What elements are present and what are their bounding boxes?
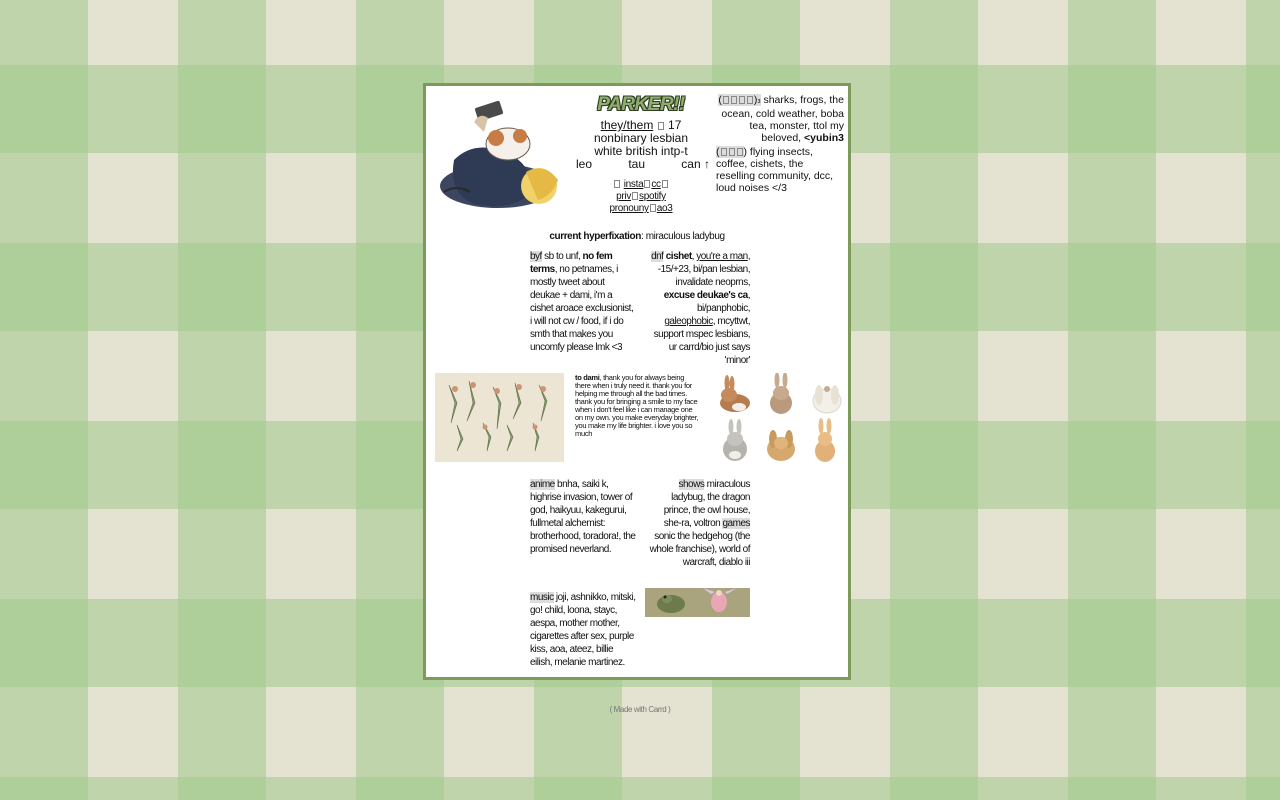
dnf-text-1: , [691, 251, 697, 262]
dnf-text-2: , -15/+23, bi/pan lesbian, invalidate neoprns, [657, 251, 750, 288]
identity-line: nonbinary lesbian [593, 131, 689, 145]
dami-note-bold: to dami [575, 373, 600, 382]
dami-note [575, 374, 701, 438]
byf-text-1: sb to unf, [541, 251, 583, 262]
anime-tag: anime [530, 479, 555, 490]
type-line: white british intp-t [594, 144, 688, 158]
anime-text: bnha, saiki k, highrise invasion, tower of god, haikyuu, kakegurui, fullmetal alchemist: brotherhood, toradora!, the promised neverland. [530, 479, 636, 555]
dnf-underline-1: you're a man [696, 251, 748, 262]
frog-fairy-painting [645, 588, 750, 617]
byf-block [530, 250, 636, 354]
dislikes-text: ) flying insects, coffee, cishets, the reselling community, dcc, loud noises </3 [716, 146, 834, 194]
pronouns-link[interactable]: they/them [600, 118, 654, 132]
hyperfixation-line [426, 231, 848, 242]
byf-tag: byf [530, 251, 542, 262]
bunny-3 [813, 385, 841, 413]
link-icon [662, 180, 668, 188]
dnf-text-3: , bi/panphobic, [697, 290, 750, 314]
flag-icon [658, 122, 664, 130]
bunny-6 [815, 418, 835, 462]
music-block [530, 591, 636, 669]
insta-link[interactable]: insta [623, 179, 644, 190]
bunny-plushies-grid [715, 373, 847, 465]
moon-sign: tau [628, 157, 645, 171]
made-with-carrd-footer[interactable]: ( Made with Carrd ) [609, 705, 671, 714]
shows-text: miraculous ladybug, the dragon prince, the owl house, she-ra, voltron [663, 479, 750, 529]
signs-line [572, 158, 710, 171]
dnf-bold-2: excuse deukae's ca [663, 290, 748, 301]
likes-block [716, 94, 844, 144]
spotify-icon [632, 192, 638, 200]
music-tag: music [530, 592, 554, 603]
shows-games-block [648, 478, 750, 569]
games-tag: games [722, 518, 750, 529]
cc-icon [644, 180, 650, 188]
pronouny-link[interactable]: pronouny [609, 203, 649, 214]
rising-sign: can ↑ [681, 157, 710, 171]
games-text: sonic the hedgehog (the whole franchise), world of warcraft, diablo iii [649, 531, 750, 568]
hyperfixation-value: : miraculous ladybug [640, 231, 725, 242]
botanical-plate-image [435, 373, 564, 462]
profile-name: PARKER!! [597, 94, 685, 115]
cc-link[interactable]: cc [651, 179, 661, 190]
shows-tag: shows [678, 479, 705, 490]
byf-bold: no fem terms [530, 251, 613, 275]
dnf-text-4: , mcyttwt, support mspec lesbians, ur carrd/bio just says 'minor' [653, 316, 750, 366]
kaomoji-happy: ( )з [718, 94, 761, 106]
dami-note-text: , thank you for always being there when i truly need it. thank you for helping me through all the bad times. thank you for bringing a smile to my face when i don't feel like i can manage one on my own. you make everyday brighter, you make my life brighter. i love you so much [575, 373, 699, 438]
dnf-block [648, 250, 750, 367]
bunny-4 [723, 419, 747, 461]
instagram-icon [614, 180, 620, 188]
ao3-link[interactable]: ao3 [656, 203, 673, 214]
ao3-icon [650, 204, 656, 212]
byf-text-2: , no petnames, i mostly tweet about deukae + dami, i'm a cishet aroace exclusionist, i will not cw / food, if i do smth that makes you uncomfy please lmk <3 [530, 264, 634, 353]
spotify-link[interactable]: spotify [639, 191, 666, 202]
bunny-1 [720, 375, 750, 412]
music-text: joji, ashnikko, mitski, go! child, loona, stayc, aespa, mother mother, cigarettes after sex, purple kiss, aoa, ateez, billie eilish, melanie martinez. [530, 592, 636, 668]
anime-block [530, 478, 636, 556]
dnf-underline-2: galeophobic [664, 316, 713, 327]
kaomoji-sad: ( [716, 146, 744, 158]
hyperfixation-label: current hyperfixation [549, 231, 641, 242]
links-block [572, 179, 710, 215]
dislikes-block [716, 146, 844, 194]
bunny-5 [767, 430, 795, 461]
dnf-tag: dnf [651, 251, 664, 262]
bunny-2 [770, 373, 792, 414]
profile-card [423, 83, 851, 680]
age: 17 [668, 118, 682, 132]
sun-sign: leo [576, 157, 593, 171]
likes-text: sharks, frogs, the ocean, cold weather, boba tea, monster, ttol my beloved, [721, 94, 844, 144]
profile-illustration [434, 100, 564, 218]
likes-bold: <yubin3 [804, 132, 844, 144]
name-block [572, 94, 710, 215]
bio-block [572, 119, 710, 171]
priv-link[interactable]: priv [616, 191, 632, 202]
dnf-bold-1: cishet [665, 251, 692, 262]
